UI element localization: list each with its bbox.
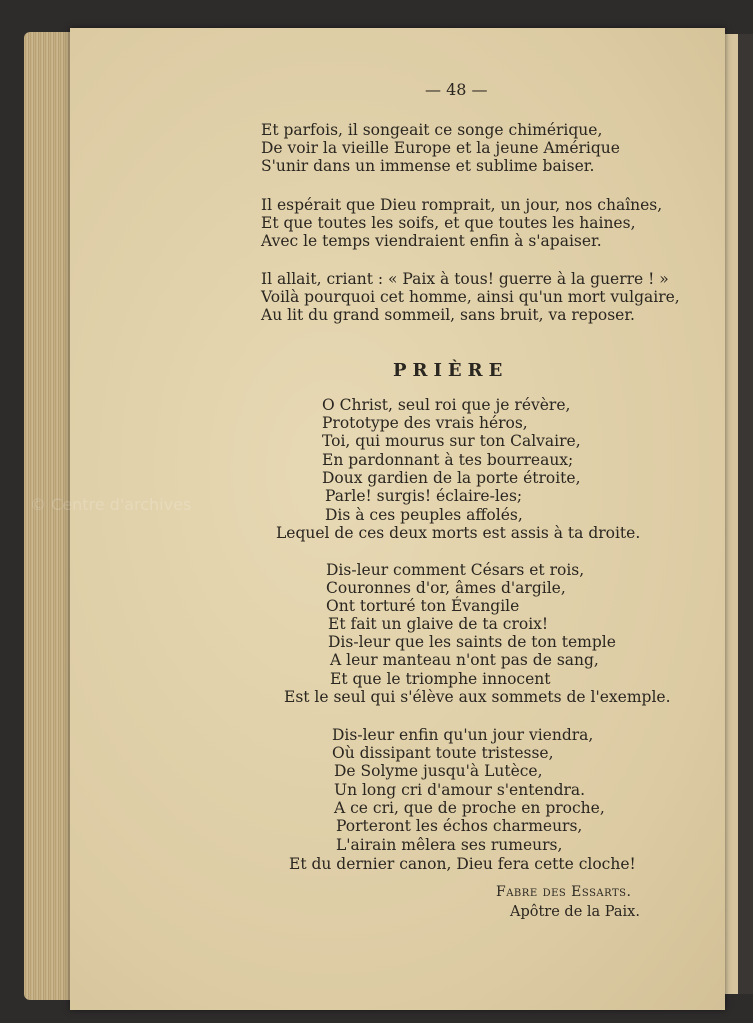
verse-line: Avec le temps viendraient enfin à s'apaiser.	[261, 232, 602, 250]
author-title: Apôtre de la Paix.	[510, 904, 640, 920]
verse-line: Et que toutes les soifs, et que toutes les haines,	[261, 214, 636, 232]
verse-line: Et du dernier canon, Dieu fera cette cloche!	[289, 855, 636, 873]
verse-line: Dis-leur comment Césars et rois,	[326, 561, 585, 579]
verse-line: Est le seul qui s'élève aux sommets de l'exemple.	[284, 688, 671, 706]
verse-line: Toi, qui mourus sur ton Calvaire,	[322, 432, 581, 450]
verse-line: Et que le triomphe innocent	[330, 670, 551, 688]
verse-line: Voilà pourquoi cet homme, ainsi qu'un mort vulgaire,	[261, 288, 680, 306]
verse-line: Où dissipant toute tristesse,	[332, 744, 554, 762]
verse-line: Parle! surgis! éclaire-les;	[325, 487, 523, 505]
verse-line: A ce cri, que de proche en proche,	[334, 799, 605, 817]
page-number: — 48 —	[425, 80, 488, 99]
author-name: Fabre des Essarts.	[496, 884, 632, 900]
verse-line: Il allait, criant : « Paix à tous! guerre à la guerre ! »	[261, 270, 669, 288]
verse-line: O Christ, seul roi que je révère,	[322, 396, 571, 414]
verse-line: L'airain mêlera ses rumeurs,	[336, 836, 563, 854]
verse-line: Porteront les échos charmeurs,	[336, 817, 583, 835]
verse-line: Il espérait que Dieu romprait, un jour, nos chaînes,	[261, 196, 663, 214]
verse-line: Doux gardien de la porte étroite,	[322, 469, 581, 487]
verse-line: Et parfois, il songeait ce songe chimérique,	[261, 121, 603, 139]
verse-line: Prototype des vrais héros,	[322, 414, 528, 432]
verse-line: Dis-leur que les saints de ton temple	[328, 633, 616, 651]
verse-line: S'unir dans un immense et sublime baiser.	[261, 157, 595, 175]
verse-line: Dis à ces peuples affolés,	[325, 506, 523, 524]
verse-line: En pardonnant à tes bourreaux;	[322, 451, 574, 469]
verse-line: Ont torturé ton Évangile	[326, 597, 520, 615]
verse-line: Lequel de ces deux morts est assis à ta droite.	[276, 524, 641, 542]
verse-line: Au lit du grand sommeil, sans bruit, va reposer.	[261, 306, 635, 324]
poem-title: PRIÈRE	[393, 360, 509, 381]
book-binding-edge	[738, 34, 753, 994]
verse-line: De Solyme jusqu'à Lutèce,	[334, 762, 543, 780]
verse-line: Un long cri d'amour s'entendra.	[334, 781, 586, 799]
verse-line: A leur manteau n'ont pas de sang,	[330, 651, 599, 669]
verse-line: Et fait un glaive de ta croix!	[328, 615, 549, 633]
archive-watermark: © Centre d'archives	[30, 495, 192, 514]
verse-line: Couronnes d'or, âmes d'argile,	[326, 579, 566, 597]
verse-line: Dis-leur enfin qu'un jour viendra,	[332, 726, 594, 744]
verse-line: De voir la vieille Europe et la jeune Amérique	[261, 139, 620, 157]
